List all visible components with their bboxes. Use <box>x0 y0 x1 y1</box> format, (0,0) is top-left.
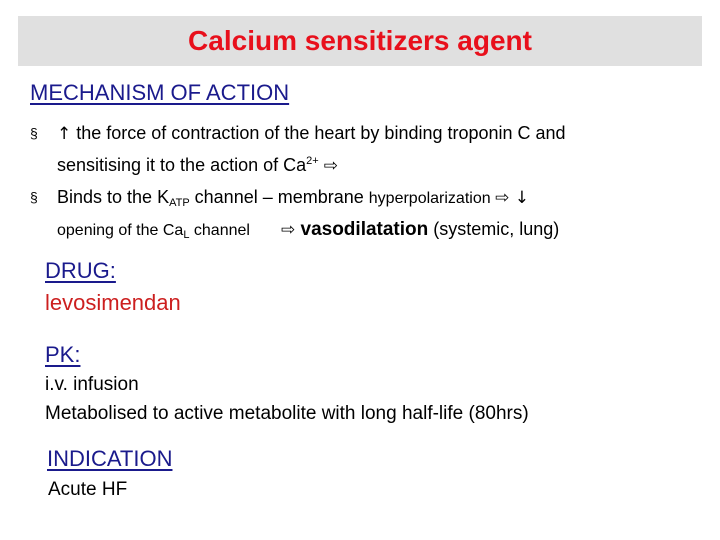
bullet2-text-c: (systemic, lung) <box>428 219 560 239</box>
slide-title: Calcium sensitizers agent <box>188 25 532 56</box>
bullet-contraction <box>30 118 710 182</box>
drug-name: levosimendan <box>45 290 181 315</box>
bullet-katp <box>30 182 710 246</box>
pk-line-metabolism: Metabolised to active metabolite with long half-life (80hrs) <box>45 403 529 424</box>
pk-line-infusion: i.v. infusion <box>45 374 139 395</box>
drug-heading: DRUG: <box>45 258 116 283</box>
right-arrow-icon: ⇨ <box>323 156 338 176</box>
bullet2-small-a: hyperpolarization <box>368 190 496 207</box>
right-arrow-icon: ⇨ <box>495 188 510 208</box>
katp-subscript: ATP <box>169 197 190 209</box>
bullet2-text-a: Binds to the K <box>57 187 170 207</box>
right-arrow-icon: ⇨ <box>280 220 296 240</box>
bullet-mark: § <box>30 189 38 205</box>
mechanism-bullets <box>30 118 710 246</box>
bullet2-small-b: opening of the Ca <box>57 222 184 239</box>
pk-heading: PK: <box>45 342 81 367</box>
bullet2-small-c: channel <box>189 222 250 239</box>
up-arrow-icon: ↑ <box>57 124 72 144</box>
mechanism-heading: MECHANISM OF ACTION <box>30 80 290 105</box>
title-bar <box>18 16 702 66</box>
bullet1-text-b: sensitising it to the action of Ca <box>57 155 307 175</box>
bullet-mark: § <box>30 125 38 141</box>
bullet2-text-b: channel – membrane <box>189 187 369 207</box>
indication-heading: INDICATION <box>47 446 173 471</box>
vasodilatation-text: vasodilatation <box>295 219 429 240</box>
bullet1-text-a: the force of contraction of the heart by binding troponin C and <box>71 123 566 143</box>
cal-subscript: L <box>183 229 190 241</box>
indication-value: Acute HF <box>48 479 128 500</box>
down-arrow-icon: ↓ <box>509 188 529 208</box>
calcium-charge: 2+ <box>306 155 319 167</box>
